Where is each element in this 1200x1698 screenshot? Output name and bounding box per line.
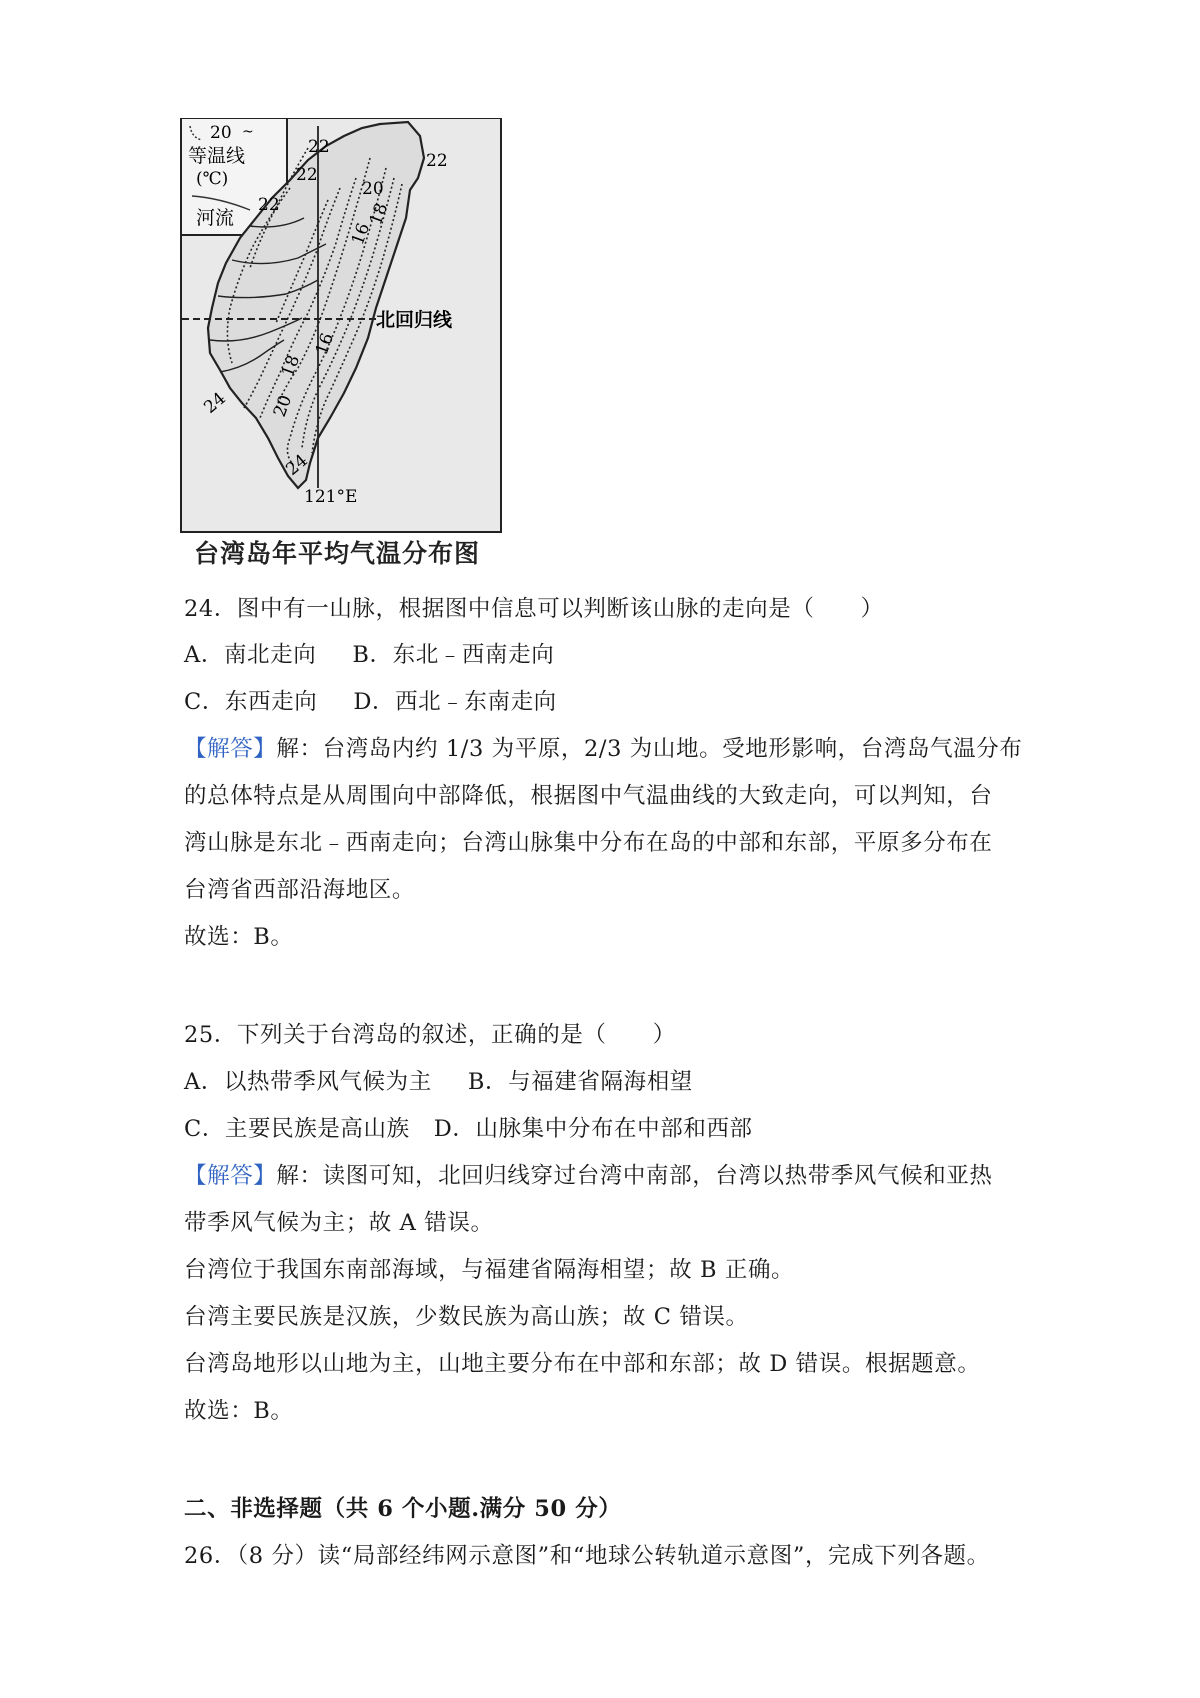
q26-stem: 26．（8 分）读“局部经纬网示意图”和“地球公转轨道示意图”，完成下列各题。: [184, 1543, 990, 1569]
q24-answer-line-4: 台湾省西部沿海地区。: [184, 877, 416, 903]
contour-label: 20: [362, 179, 384, 199]
q24-answer-line-2: 的总体特点是从周围向中部降低，根据图中气温曲线的大致走向，可以判知，台: [184, 783, 993, 809]
contour-label: 22: [296, 165, 318, 185]
q25-option-d: D．山脉集中分布在中部和西部: [433, 1116, 753, 1142]
contour-label: 18: [365, 200, 393, 228]
q24-answer-tag: 【解答】: [184, 736, 277, 762]
contour-label: 16: [311, 330, 339, 358]
q24-answer-line-3: 湾山脉是东北﹣西南走向；台湾山脉集中分布在岛的中部和东部，平原多分布在: [184, 830, 993, 856]
tropic-label: 北回归线: [376, 309, 453, 331]
q25-option-b: B．与福建省隔海相望: [467, 1069, 693, 1095]
legend-unit: (℃): [196, 169, 229, 189]
q24-stem: 24．图中有一山脉，根据图中信息可以判断该山脉的走向是（ ）: [184, 596, 884, 622]
q24-answer-text: 解：台湾岛内约 1/3 为平原，2/3 为山地。受地形影响，台湾岛气温分布: [276, 736, 1023, 762]
q24-option-d: D．西北﹣东南走向: [353, 689, 557, 715]
q25-answer-line-4: 台湾主要民族是汉族，少数民族为高山族；故 C 错误。: [184, 1304, 749, 1330]
q24-choice: 故选：B。: [184, 924, 294, 950]
contour-label: 24: [282, 450, 312, 480]
q25-options-row-1: [184, 1067, 693, 1097]
q25-answer-line-1: [184, 1161, 993, 1191]
q25-answer-text: 解：读图可知，北回归线穿过台湾中南部，台湾以热带季风气候和亚热: [276, 1163, 993, 1189]
contour-label: 22: [308, 137, 330, 157]
map-graphic: [180, 118, 502, 533]
taiwan-temperature-map: [180, 118, 502, 568]
map-caption: 台湾岛年平均气温分布图: [194, 539, 481, 568]
contour-label: 18: [277, 352, 305, 380]
legend-isotherm-value: 20: [210, 123, 232, 143]
section-2-heading: 二、非选择题（共 6 个小题.满分 50 分）: [184, 1496, 622, 1522]
q25-option-a: A．以热带季风气候为主: [184, 1069, 432, 1095]
q25-options-row-2: [184, 1114, 753, 1144]
q24-option-b: B．东北﹣西南走向: [352, 642, 555, 668]
q25-choice: 故选：B。: [184, 1398, 294, 1424]
q25-stem: 25．下列关于台湾岛的叙述，正确的是（ ）: [184, 1022, 676, 1048]
legend-isotherm-label: 等温线: [188, 145, 246, 167]
q24-answer-line-1: [184, 734, 1023, 764]
contour-label: 16: [347, 220, 375, 248]
q25-answer-line-5: 台湾岛地形以山地为主，山地主要分布在中部和东部；故 D 错误。根据题意。: [184, 1351, 981, 1377]
q24-options-row-1: [184, 640, 554, 670]
q24-options-row-2: [184, 687, 557, 717]
contour-label: 20: [269, 392, 297, 420]
meridian-label: 121°E: [304, 487, 358, 507]
q24-option-c: C．东西走向: [184, 689, 318, 715]
contour-label: 24: [200, 388, 230, 418]
contour-label: 22: [258, 195, 280, 215]
q25-answer-line-2: 带季风气候为主；故 A 错误。: [184, 1210, 494, 1236]
q24-option-a: A．南北走向: [184, 642, 317, 668]
svg-text:~: ~: [242, 124, 254, 140]
q25-option-c: C．主要民族是高山族: [184, 1116, 410, 1142]
q25-answer-line-3: 台湾位于我国东南部海域，与福建省隔海相望；故 B 正确。: [184, 1257, 795, 1283]
legend-river-label: 河流: [196, 207, 235, 229]
contour-label: 22: [426, 151, 448, 171]
q25-answer-tag: 【解答】: [184, 1163, 277, 1189]
